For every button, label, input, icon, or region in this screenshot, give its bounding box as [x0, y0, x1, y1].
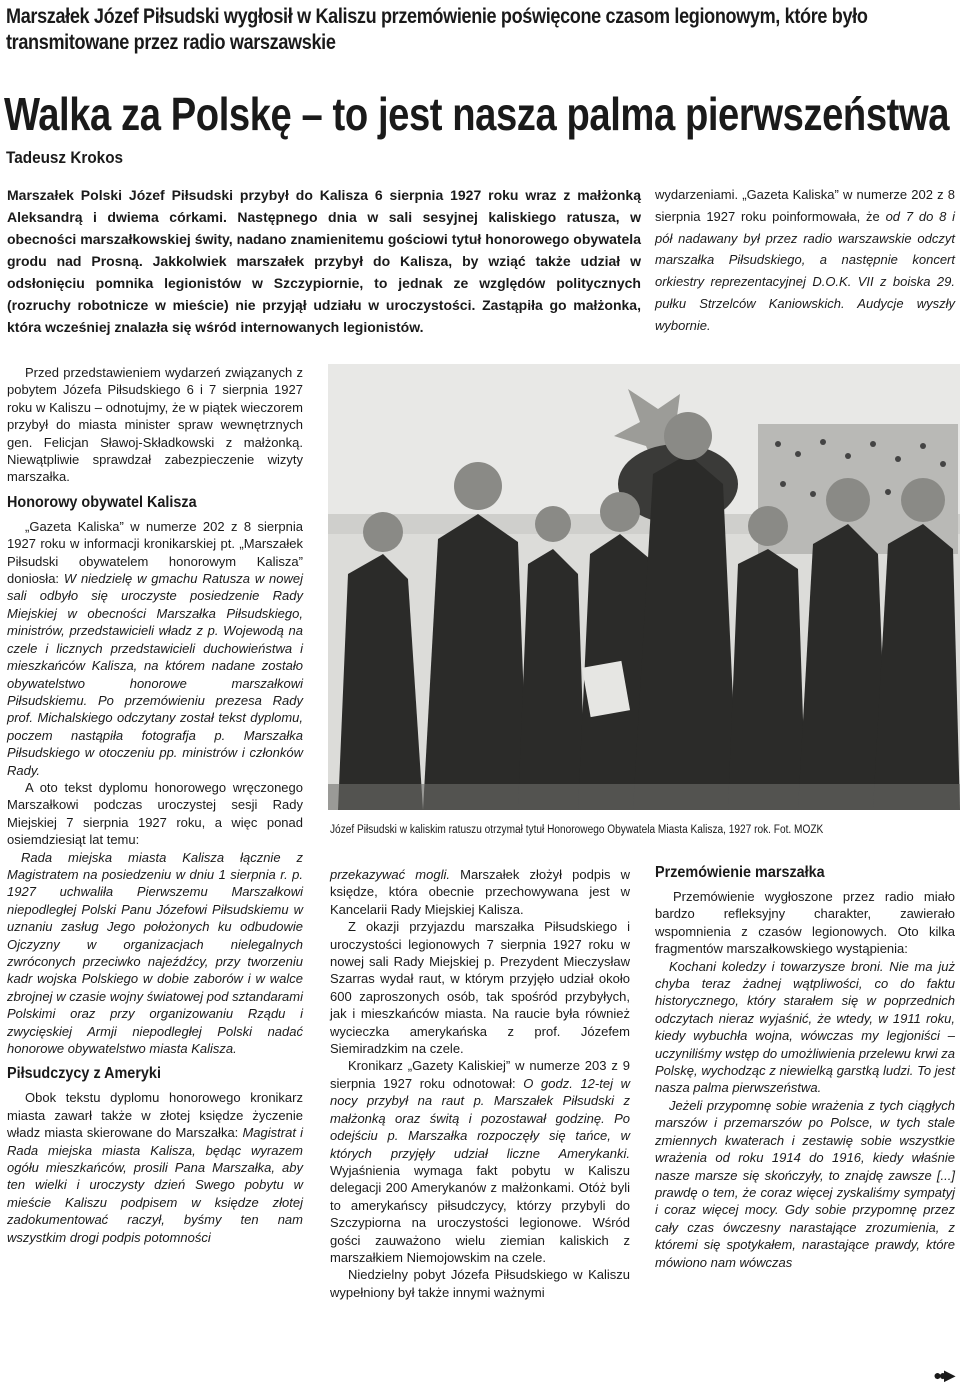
subheading-honorary-citizen: Honorowy obywatel Kalisza	[7, 493, 197, 511]
right-top-quote: od 7 do 8 i pół nadawany był przez radio warszawskie odczyt marszałka Piłsudskiego, a następnie koncert orkiestry reprezentacyjnej D.O.K. VII z boiska 29. pułku Strzelców Kaniowskich. Audycje wyszły wybornie.	[655, 208, 956, 333]
right-top-text: wydarzeniami. „Gazeta Kaliska” w numerze 202 z 8 sierpnia 1927 roku poinformowała, że	[655, 187, 955, 224]
paragraph-text: Marszałek złożył podpis w księdze, która obecnie przechowywana jest w Kancelarii Rady Miejskiej Kalisza.	[330, 867, 630, 917]
column-1	[7, 364, 303, 1246]
paragraph-text: Wyjaśnienia wymaga fakt pobytu w Kaliszu delegacji 200 Amerykanów z małżonkami. Otóż byli to amerykańscy piłsudczycy, którzy przybyli do Szczypiorna na uroczystości legionowe. Wśród gości zauważono wielu ziemian kaliskich z marszałkiem Niemojowskim na czele.	[330, 1162, 630, 1265]
speech-quote: Jeżeli przypomnę sobie wrażenia z tych ciągłych marszów i przemarszów po Polsce, w tych stale zmiennych kwaterach i zestawię sobie wszystkie wrażenia od roku 1914 do 1916, kiedy właśnie nasze marsze się skończyły, to znajdę zawsze [...] prawdę o tem, że coraz więcej zyskaliśmy sympatyj i coraz więcej mocy. Gdy sobie przypomnę przez cały czas ówczesny narastające zrozumienia, z któremi się spotykałem, narastające prawdy, które mówiono nam wówczas	[655, 1097, 955, 1270]
paragraph: Z okazji przyjazdu marszałka Piłsudskiego i uroczystości legionowych 7 sierpnia 1927 roku w nowej sali Rady Miejskiej p. Prezydent Mieczysław Szarras wydał raut, w którym przyjęło udział około 600 zaproszonych osób, tak spośród przybyłych, jak i mieszkańców miasta. Na raucie była również wycieczka amerykańska z prof. Józefem Siemiradzkim na czele.	[330, 919, 630, 1057]
subheading-speech: Przemówienie marszałka	[655, 864, 825, 881]
paragraph: Przemówienie wygłoszone przez radio miało bardzo refleksyjny charakter, zawierało wspomnienia z czasów legionowych. Oto kilka fragmentów marszałkowskiego wystąpienia:	[655, 889, 955, 957]
photo-illustration	[328, 364, 960, 810]
paragraph	[7, 1089, 303, 1246]
diploma-text: Rada miejska miasta Kalisza łącznie z Magistratem na posiedzeniu w dniu 1 sierpnia r. p. 1927 uchwaliła Pierwszemu Marszałkowi niepodległej Polski Panu Józefowi Piłsudskiemu w uznaniu zasług Jego położonych ku odbudowie Ojczyzny w organizacjach nielegalnych zwróconych przeciwko najeźdźcy, przy tworzeniu kadr wojska Polskiego w dobie zaborów i w walce zbrojnej w czasie wojny światowej pod sztandarami Polskimi oraz przy organizowaniu Rządu i zwycięskiej Armji niepodległej Polski nadać honorowe obywatelstwo miasta Kalisza.	[7, 849, 303, 1057]
paragraph	[7, 518, 303, 779]
author-byline: Tadeusz Krokos	[6, 148, 124, 167]
quoted-text: Magistrat i Rada miejska miasta Kalisza, będąc wyrazem ogółu mieszkańców, prosili Pana Marszałka, aby ten wielki i uroczysty dzień Swego pobytu w mieście Kaliszu podpisem w księdze złotej zadokumentować raczył, byśmy ten nam wszystkim drogi podpis potomności	[7, 1125, 303, 1245]
kicker: Marszałek Józef Piłsudski wygłosił w Kaliszu przemówienie poświęcone czasom legionowym, które było transmitowane przez radio warszawskie	[6, 5, 868, 54]
photo-caption: Józef Piłsudski w kaliskim ratuszu otrzymał tytuł Honorowego Obywatela Miasta Kalisza, 1927 rok. Fot. MOZK	[330, 824, 824, 836]
continue-arrow-icon: ●●▶	[933, 1367, 952, 1383]
quoted-text: przekazywać mogli.	[330, 867, 450, 882]
right-column-top	[655, 184, 955, 337]
column-3	[655, 866, 955, 1271]
lead-paragraph: Marszałek Polski Józef Piłsudski przybył do Kalisza 6 sierpnia 1927 roku wraz z małżonką Aleksandrą i dwiema córkami. Następnego dnia w sali sesyjnej kaliskiego ratusza, w obecności marszałkowskiej świty, nadano znamienitemu gościowi tytuł honorowego obywatela grodu nad Prosną. Jakkolwiek marszałek przybył do Kalisza, by wziąć także udział w odsłonięciu pomnika legionistów w Szczypiornie, to jednak ze względów politycznych (rozruchy robotnicze w mieście) nie przyjął udziału w uroczystości. Zastąpiła go małżonka, która wcześniej znalazła się wśród internowanych legionistów.	[7, 187, 641, 335]
speech-quote: Kochani koledzy i towarzysze broni. Nie ma już chyba teraz żadnej wątpliwości, co do faktu historycznego, który starałem się w poprzednich odczytach nieraz wyjaśnić, że wtedy, w 1911 roku, kiedy wybuchła wojna, wówczas my legjoniści – uczyniliśmy wstęp do umożliwienia przelewu krwi za Polskę, wychodząc z niewielką garstką ludzi. To jest nasza palma pierwszeństwa.	[655, 958, 955, 1096]
paragraph: A oto tekst dyplomu honorowego wręczonego Marszałkowi podczas uroczystej sesji Rady Miejskiej 7 sierpnia 1927 roku, a więc ponad osiemdziesiąt lat temu:	[7, 779, 303, 848]
column-2	[330, 866, 630, 1301]
paragraph-text: Kronikarz „Gazety Kaliskiej” w numerze 203 z 9 sierpnia 1927 roku odnotował:	[330, 1058, 630, 1091]
paragraph	[330, 866, 630, 918]
paragraph	[330, 1057, 630, 1266]
paragraph-text: Obok tekstu dyplomu honorowego kronikarz miasta zawarł także w złotej księdze życzenie władz miasta skierowane do Marszałka:	[7, 1090, 303, 1141]
quoted-text: O godz. 12-tej w nocy przybył na raut p. Marszałek Piłsudski z małżonką oraz świtą i pozostawał godzinę. Po odejściu p. Marszałka rozpoczęły się tańce, w których przyjęły udział liczne Amerykanki.	[330, 1075, 631, 1161]
paragraph: Przed przedstawieniem wydarzeń związanych z pobytem Józefa Piłsudskiego 6 i 7 sierpnia 1927 roku w Kaliszu – odnotujmy, że w piątek wieczorem przybył do miasta minister spraw wewnętrznych gen. Felicjan Sławoj-Składkowski z małżonką. Niewątpliwie sprawdzał zabezpieczenie wizyty marszałka.	[7, 365, 303, 485]
headline: Walka za Polskę – to jest nasza palma pierwszeństwa	[4, 88, 950, 140]
paragraph-text: „Gazeta Kaliska” w numerze 202 z 8 sierpnia 1927 roku w informacji kronikarskiej pt. „Marszałek Piłsudski obywatelem honorowym Kalisza” doniosła:	[7, 518, 303, 587]
subheading-americans: Piłsudczycy z Ameryki	[7, 1065, 161, 1083]
paragraph: Niedzielny pobyt Józefa Piłsudskiego w Kaliszu wypełniony był także innymi ważnymi	[330, 1267, 630, 1300]
historic-group-photo	[328, 364, 960, 810]
quoted-text: W niedzielę w gmachu Ratusza w nowej sali odbyło się uroczyste posiedzenie Rady Miejskiej w obecności Marszałka Piłsudskiego, ministrów, przedstawicieli władz z p. Wojewodą na czele i licznych przedstawicieli duchowieństwa i mieszkańców Kalisza, na którem nadane zostało obywatelstwo honorowe marszałkowi Piłsudskiemu. Po przemówieniu prezesa Rady prof. Michalskiego odczytany został tekst dyplomu, poczem nastąpiła fotografja p. Marszałka Piłsudskiego w otoczeniu pp. ministrów i członków Rady.	[7, 571, 304, 778]
